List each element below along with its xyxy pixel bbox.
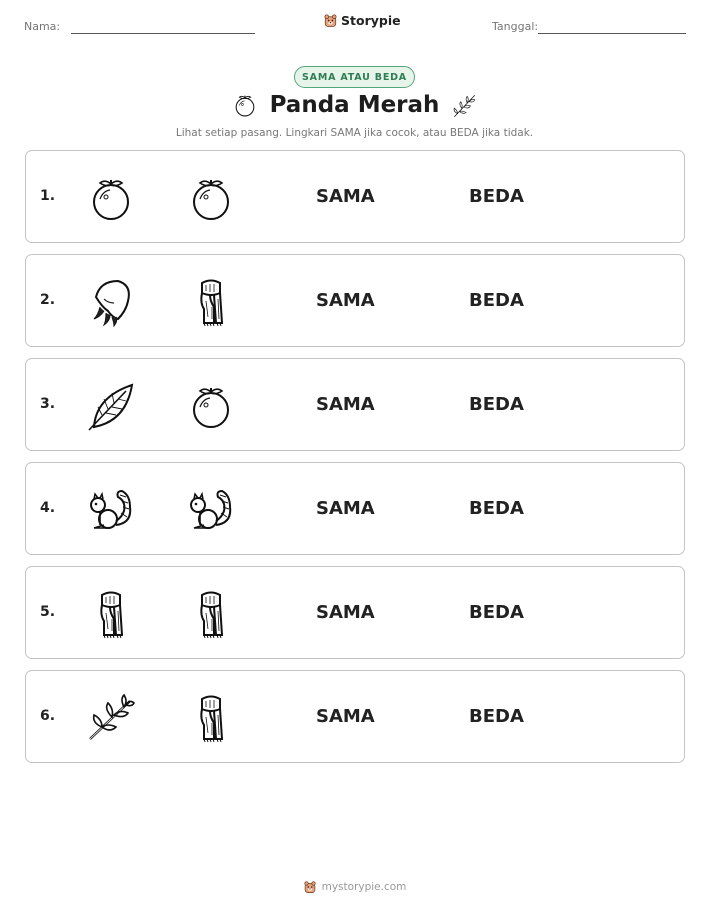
different-option[interactable]: BEDA bbox=[469, 602, 524, 623]
mascot-icon bbox=[323, 13, 338, 28]
scarf-icon bbox=[186, 277, 236, 327]
same-option[interactable]: SAMA bbox=[316, 498, 375, 519]
apple-icon bbox=[186, 173, 236, 223]
page-title: Panda Merah bbox=[269, 92, 440, 118]
scarf-icon bbox=[186, 693, 236, 743]
mascot-icon bbox=[303, 880, 317, 894]
question-number: 3. bbox=[40, 396, 56, 412]
squirrel-icon bbox=[86, 485, 136, 535]
brand-logo bbox=[323, 13, 401, 28]
same-option[interactable]: SAMA bbox=[316, 602, 375, 623]
scarf-icon bbox=[186, 589, 236, 639]
question-card bbox=[25, 462, 685, 555]
question-number: 1. bbox=[40, 188, 56, 204]
different-option[interactable]: BEDA bbox=[469, 706, 524, 727]
question-card bbox=[25, 150, 685, 243]
title-row bbox=[0, 92, 709, 124]
footer-site[interactable]: mystorypie.com bbox=[321, 881, 407, 893]
apple-icon bbox=[86, 173, 136, 223]
question-card bbox=[25, 254, 685, 347]
different-option[interactable]: BEDA bbox=[469, 290, 524, 311]
name-input-line[interactable] bbox=[71, 33, 255, 34]
date-label: Tanggal: bbox=[492, 20, 539, 33]
instructions: Lihat setiap pasang. Lingkari SAMA jika cocok, atau BEDA jika tidak. bbox=[175, 127, 534, 139]
leaf-icon bbox=[86, 381, 136, 431]
same-option[interactable]: SAMA bbox=[316, 706, 375, 727]
question-number: 2. bbox=[40, 292, 56, 308]
activity-badge: SAMA ATAU BEDA bbox=[294, 66, 415, 88]
brand-name: Storypie bbox=[341, 13, 401, 28]
worksheet-header bbox=[0, 0, 709, 50]
date-input-line[interactable] bbox=[538, 33, 686, 34]
question-number: 5. bbox=[40, 604, 56, 620]
name-label: Nama: bbox=[24, 20, 61, 33]
apple-icon bbox=[186, 381, 236, 431]
question-number: 6. bbox=[40, 708, 56, 724]
question-card bbox=[25, 358, 685, 451]
question-card bbox=[25, 670, 685, 763]
squirrel-icon bbox=[186, 485, 236, 535]
question-number: 4. bbox=[40, 500, 56, 516]
same-option[interactable]: SAMA bbox=[316, 186, 375, 207]
question-list bbox=[25, 150, 685, 774]
different-option[interactable]: BEDA bbox=[469, 498, 524, 519]
same-option[interactable]: SAMA bbox=[316, 394, 375, 415]
paw-icon bbox=[86, 277, 136, 327]
same-option[interactable]: SAMA bbox=[316, 290, 375, 311]
branch-icon bbox=[86, 693, 136, 743]
different-option[interactable]: BEDA bbox=[469, 186, 524, 207]
scarf-icon bbox=[86, 589, 136, 639]
question-card bbox=[25, 566, 685, 659]
different-option[interactable]: BEDA bbox=[469, 394, 524, 415]
leaf-sprig-icon bbox=[451, 92, 478, 119]
page-footer bbox=[0, 880, 709, 894]
